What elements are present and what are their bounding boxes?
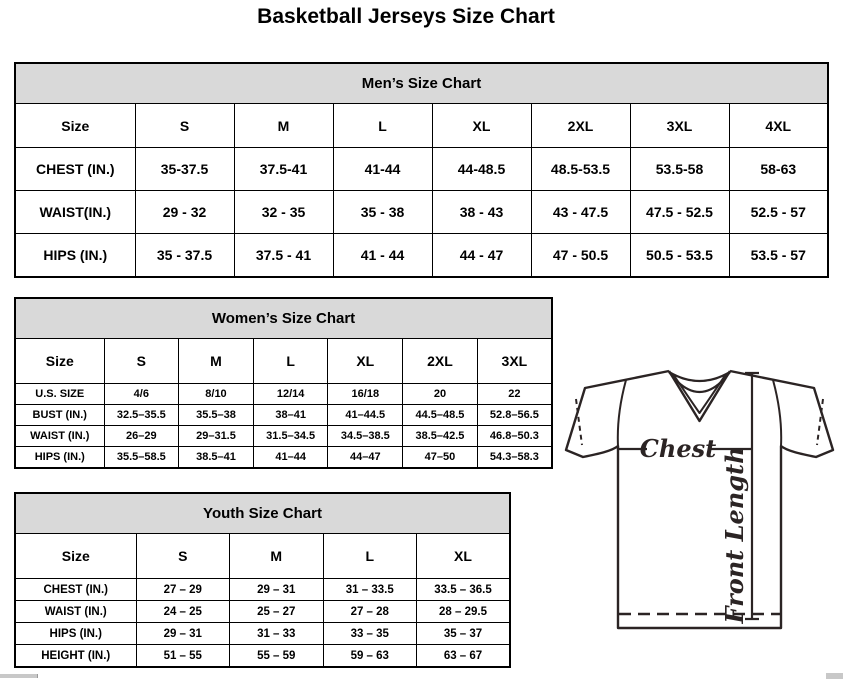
table-cell: 29–31.5: [179, 426, 254, 447]
table-cell: 47 - 50.5: [531, 234, 630, 278]
table-cell: 34.5–38.5: [328, 426, 403, 447]
jersey-measurement-diagram: [556, 357, 842, 643]
front-length-label: Front Length: [720, 446, 749, 624]
table-cell: 52.8–56.5: [477, 405, 552, 426]
table-cell: 33 – 35: [323, 623, 417, 645]
row-label: CHEST (IN.): [15, 148, 135, 191]
table-row: [15, 623, 510, 645]
table-cell: 44 - 47: [432, 234, 531, 278]
chest-label: Chest: [639, 434, 717, 463]
table-cell: 32.5–35.5: [104, 405, 179, 426]
row-label: WAIST (IN.): [15, 601, 136, 623]
table-header-row: [15, 339, 552, 384]
table-cell: 22: [477, 384, 552, 405]
column-header: 2XL: [403, 339, 478, 384]
row-label: U.S. SIZE: [15, 384, 104, 405]
table-cell: 41 - 44: [333, 234, 432, 278]
row-label: HEIGHT (IN.): [15, 645, 136, 668]
column-header: S: [104, 339, 179, 384]
table-cell: 37.5-41: [234, 148, 333, 191]
table-row: [15, 645, 510, 668]
table-row: [15, 405, 552, 426]
column-header: Size: [15, 339, 104, 384]
table-cell: 47.5 - 52.5: [630, 191, 729, 234]
table-header-row: [15, 104, 828, 148]
column-header: Size: [15, 104, 135, 148]
table-cell: 54.3–58.3: [477, 447, 552, 469]
table-cell: 31.5–34.5: [253, 426, 328, 447]
table-cell: 38.5–41: [179, 447, 254, 469]
column-header: L: [323, 534, 417, 579]
table-cell: 35 – 37: [417, 623, 511, 645]
table-cell: 25 – 27: [230, 601, 324, 623]
column-header: 3XL: [477, 339, 552, 384]
column-header: M: [179, 339, 254, 384]
table-cell: 37.5 - 41: [234, 234, 333, 278]
page-title: Basketball Jerseys Size Chart: [257, 5, 555, 28]
table-cell: 47–50: [403, 447, 478, 469]
column-header: 2XL: [531, 104, 630, 148]
table-cell: 31 – 33.5: [323, 579, 417, 601]
table-cell: 63 – 67: [417, 645, 511, 668]
jersey-outline: [566, 371, 833, 628]
table-title-row: [15, 298, 552, 339]
row-label: HIPS (IN.): [15, 623, 136, 645]
table-row: [15, 447, 552, 469]
table-row: [15, 426, 552, 447]
table-row: [15, 191, 828, 234]
table-cell: 20: [403, 384, 478, 405]
table-cell: 46.8–50.3: [477, 426, 552, 447]
table-header-row: [15, 534, 510, 579]
table-cell: 4/6: [104, 384, 179, 405]
column-header: M: [234, 104, 333, 148]
table-cell: 16/18: [328, 384, 403, 405]
mens-size-table: [14, 62, 829, 278]
table-cell: 35 - 38: [333, 191, 432, 234]
row-label: BUST (IN.): [15, 405, 104, 426]
row-label: CHEST (IN.): [15, 579, 136, 601]
table-cell: 53.5 - 57: [729, 234, 828, 278]
table-cell: 32 - 35: [234, 191, 333, 234]
table-cell: 44.5–48.5: [403, 405, 478, 426]
table-cell: 44-48.5: [432, 148, 531, 191]
row-label: WAIST (IN.): [15, 426, 104, 447]
column-header: 3XL: [630, 104, 729, 148]
scrollbar-fragment-right[interactable]: [826, 673, 843, 679]
table-title: Women’s Size Chart: [15, 298, 552, 339]
column-header: 4XL: [729, 104, 828, 148]
column-header: XL: [432, 104, 531, 148]
table-cell: 59 – 63: [323, 645, 417, 668]
table-cell: 41-44: [333, 148, 432, 191]
scrollbar-fragment-left[interactable]: [0, 674, 38, 678]
table-cell: 35.5–38: [179, 405, 254, 426]
table-cell: 44–47: [328, 447, 403, 469]
table-cell: 58-63: [729, 148, 828, 191]
table-cell: 27 – 28: [323, 601, 417, 623]
table-cell: 43 - 47.5: [531, 191, 630, 234]
table-row: [15, 234, 828, 278]
column-header: L: [253, 339, 328, 384]
table-cell: 12/14: [253, 384, 328, 405]
table-cell: 24 – 25: [136, 601, 230, 623]
table-row: [15, 579, 510, 601]
column-header: XL: [417, 534, 511, 579]
table-cell: 35 - 37.5: [135, 234, 234, 278]
column-header: XL: [328, 339, 403, 384]
table-cell: 8/10: [179, 384, 254, 405]
table-title-row: [15, 63, 828, 104]
table-row: [15, 148, 828, 191]
row-label: HIPS (IN.): [15, 234, 135, 278]
table-cell: 28 – 29.5: [417, 601, 511, 623]
table-cell: 26–29: [104, 426, 179, 447]
womens-size-table: [14, 297, 553, 469]
column-header: M: [230, 534, 324, 579]
table-title-row: [15, 493, 510, 534]
table-cell: 51 – 55: [136, 645, 230, 668]
column-header: Size: [15, 534, 136, 579]
table-cell: 53.5-58: [630, 148, 729, 191]
table-cell: 38 - 43: [432, 191, 531, 234]
table-cell: 38.5–42.5: [403, 426, 478, 447]
table-cell: 27 – 29: [136, 579, 230, 601]
table-cell: 35.5–58.5: [104, 447, 179, 469]
table-cell: 38–41: [253, 405, 328, 426]
column-header: S: [135, 104, 234, 148]
jersey-illustration: [556, 357, 842, 643]
table-cell: 41–44.5: [328, 405, 403, 426]
table-cell: 29 – 31: [230, 579, 324, 601]
table-row: [15, 384, 552, 405]
row-label: WAIST(IN.): [15, 191, 135, 234]
table-row: [15, 601, 510, 623]
table-cell: 35-37.5: [135, 148, 234, 191]
column-header: S: [136, 534, 230, 579]
table-cell: 48.5-53.5: [531, 148, 630, 191]
table-cell: 52.5 - 57: [729, 191, 828, 234]
table-cell: 33.5 – 36.5: [417, 579, 511, 601]
table-cell: 55 – 59: [230, 645, 324, 668]
table-title: Youth Size Chart: [15, 493, 510, 534]
youth-size-table: [14, 492, 511, 668]
table-cell: 50.5 - 53.5: [630, 234, 729, 278]
table-cell: 29 – 31: [136, 623, 230, 645]
table-cell: 29 - 32: [135, 191, 234, 234]
column-header: L: [333, 104, 432, 148]
table-cell: 41–44: [253, 447, 328, 469]
table-cell: 31 – 33: [230, 623, 324, 645]
row-label: HIPS (IN.): [15, 447, 104, 469]
table-title: Men’s Size Chart: [15, 63, 828, 104]
